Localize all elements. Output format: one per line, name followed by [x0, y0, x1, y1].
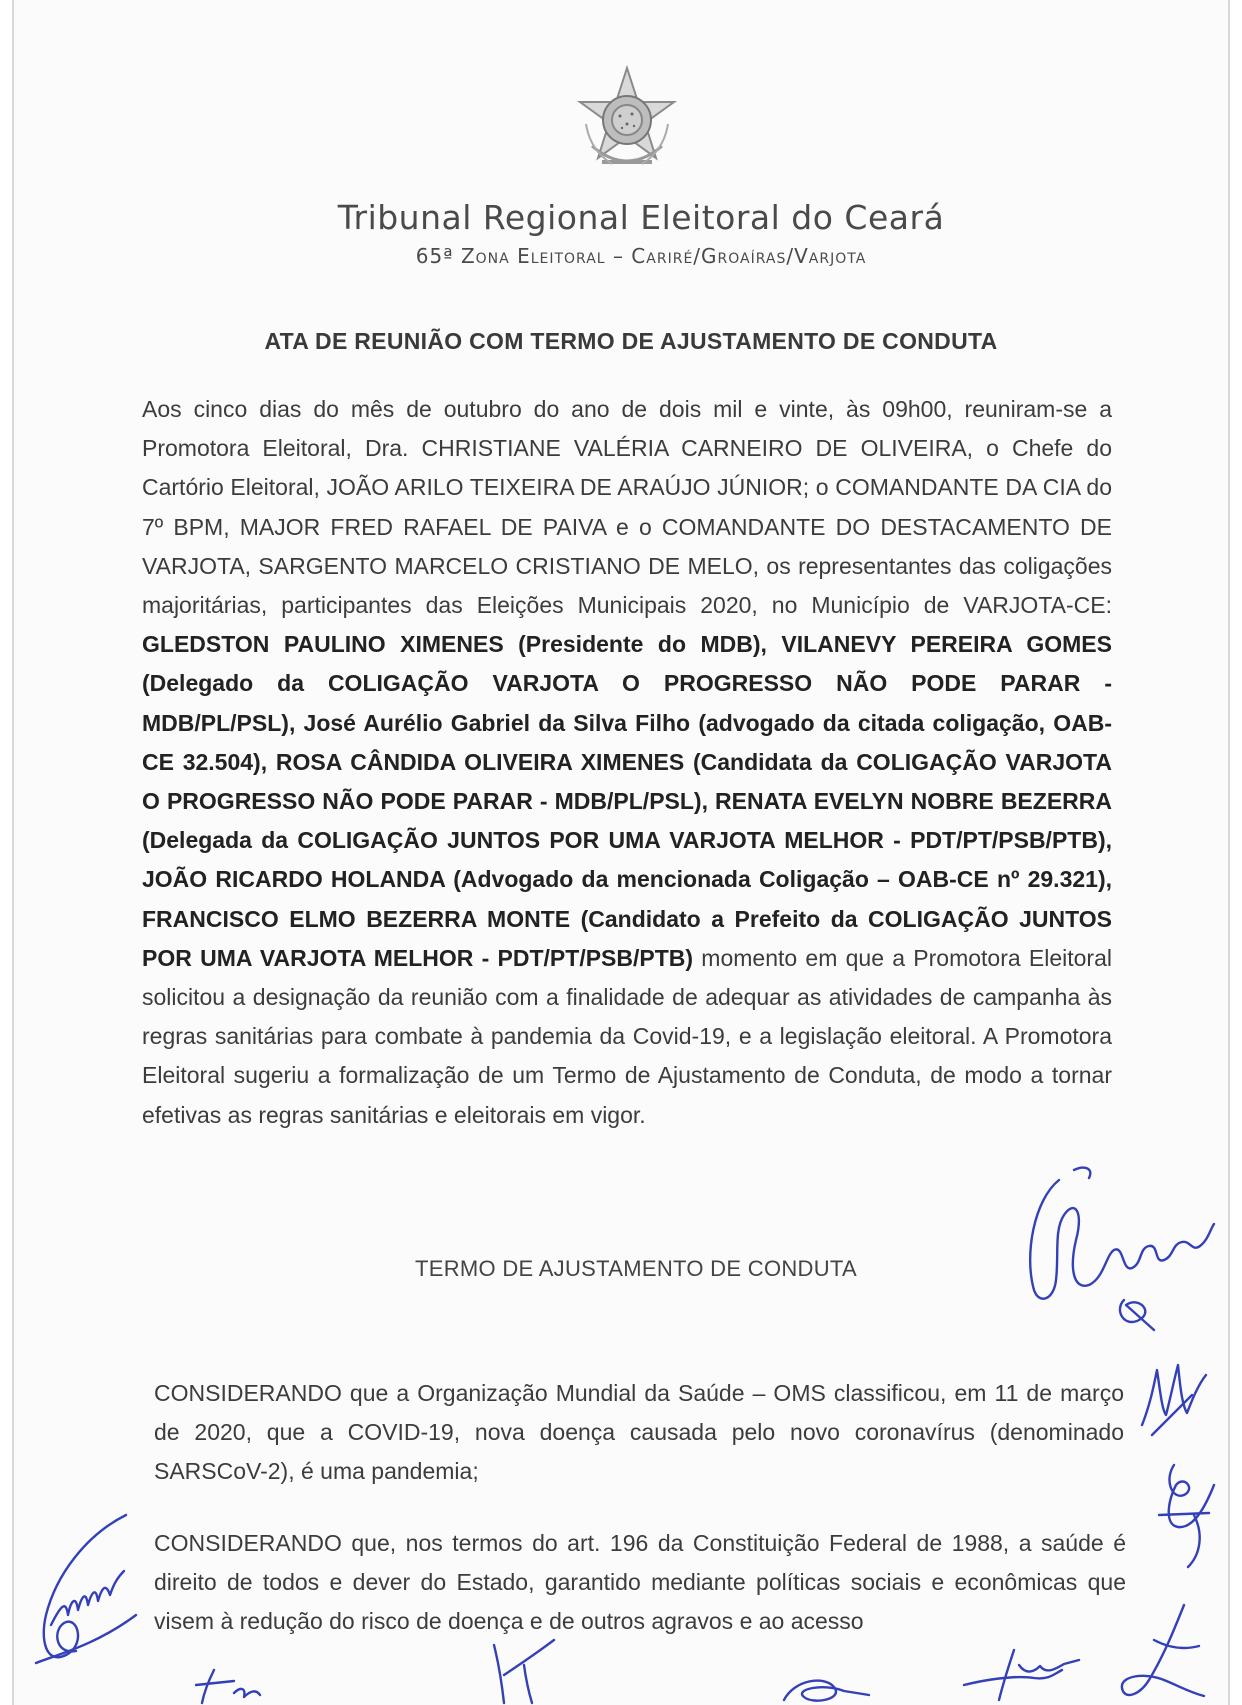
paragraph-considering-oms: CONSIDERANDO que a Organização Mundial da Saúde – OMS classificou, em 11 de março de 2020, que a COVID-19, nova doença causada pelo novo coronavírus (denominado SARSCoV-2), é uma pandemia; — [154, 1380, 1124, 1485]
signature-bottom-4 — [954, 1640, 1084, 1705]
participants-bold-text: GLEDSTON PAULINO XIMENES (Presidente do MDB), VILANEVY PEREIRA GOMES (Delegado da COLIGAÇÃO VARJOTA O PROGRESSO NÃO PODE PARAR - MDB/PL/PSL), José Aurélio Gabriel da Silva Filho (advogado da citada coligação, OAB-CE 32.504), ROSA CÂNDIDA OLIVEIRA XIMENES (Candidata da COLIGAÇÃO VARJOTA O PROGRESSO NÃO PODE PARAR - MDB/PL/PSL), RENATA EVELYN NOBRE BEZERRA (Delegada da COLIGAÇÃO JUNTOS POR UMA VARJOTA MELHOR - PDT/PT/PSB/PTB), JOÃO RICARDO HOLANDA (Advogado da mencionada Coligação – OAB-CE nº 29.321), FRANCISCO ELMO BEZERRA MONTE (Candidato a Prefeito da COLIGAÇÃO JUNTOS POR UMA VARJOTA MELHOR - PDT/PT/PSB/PTB) — [142, 631, 1112, 971]
section-subtitle: TERMO DE AJUSTAMENTO DE CONDUTA — [415, 1256, 857, 1281]
document-page — [12, 0, 1230, 1705]
signature-bottom-1 — [194, 1665, 274, 1705]
organization-name: Tribunal Regional Eleitoral do Ceará — [337, 198, 945, 237]
signature-right-large — [1014, 1160, 1224, 1340]
paragraph-considering-constitution: CONSIDERANDO que, nos termos do art. 196 da Constituição Federal de 1988, a saúde é direito de todos e dever do Estado, garantido mediante políticas sociais e econômicas que visem à redução do risco de doença e de outros agravos e ao acesso — [154, 1530, 1126, 1635]
paragraph-meeting-minutes — [142, 390, 1112, 1135]
signature-bottom-2 — [474, 1635, 574, 1705]
signature-left — [16, 1505, 156, 1675]
brazil-coat-of-arms-icon — [572, 64, 682, 182]
paragraph-text-segment: momento em que a Promotora Eleitoral solicitou a designação da reunião com a finalidade de adequar as atividades de campanha às regras sanitárias para combate à pandemia da Covid-19, e a legislação eleitoral. A Promotora Eleitoral sugeriu a formalização de um Termo de Ajustamento de Conduta, de modo a tornar efetivas as regras sanitárias e eleitorais em vigor. — [142, 944, 1112, 1128]
paragraph-text-segment: Aos cinco dias do mês de outubro do ano de dois mil e vinte, às 09h00, reuniram-se a Promotora Eleitoral, Dra. CHRISTIANE VALÉRIA CARNEIRO DE OLIVEIRA, o Chefe do Cartório Eleitoral, JOÃO ARILO TEIXEIRA DE ARAÚJO JÚNIOR; o COMANDANTE DA CIA do 7º BPM, MAJOR FRED RAFAEL DE PAIVA e o COMANDANTE DO DESTACAMENTO DE VARJOTA, SARGENTO MARCELO CRISTIANO DE MELO, os representantes das coligações majoritárias, participantes das Eleições Municipais 2020, no Município de VARJOTA-CE: — [142, 396, 1112, 619]
electoral-zone: 65ª Zona Eleitoral – Cariré/Groaíras/Varjota — [415, 244, 867, 268]
signature-right-small-1 — [1132, 1355, 1212, 1445]
document-title: ATA DE REUNIÃO COM TERMO DE AJUSTAMENTO DE CONDUTA — [264, 328, 998, 354]
signature-bottom-3 — [774, 1675, 874, 1705]
signature-bottom-5 — [1094, 1600, 1214, 1705]
signature-right-small-2 — [1144, 1455, 1224, 1575]
